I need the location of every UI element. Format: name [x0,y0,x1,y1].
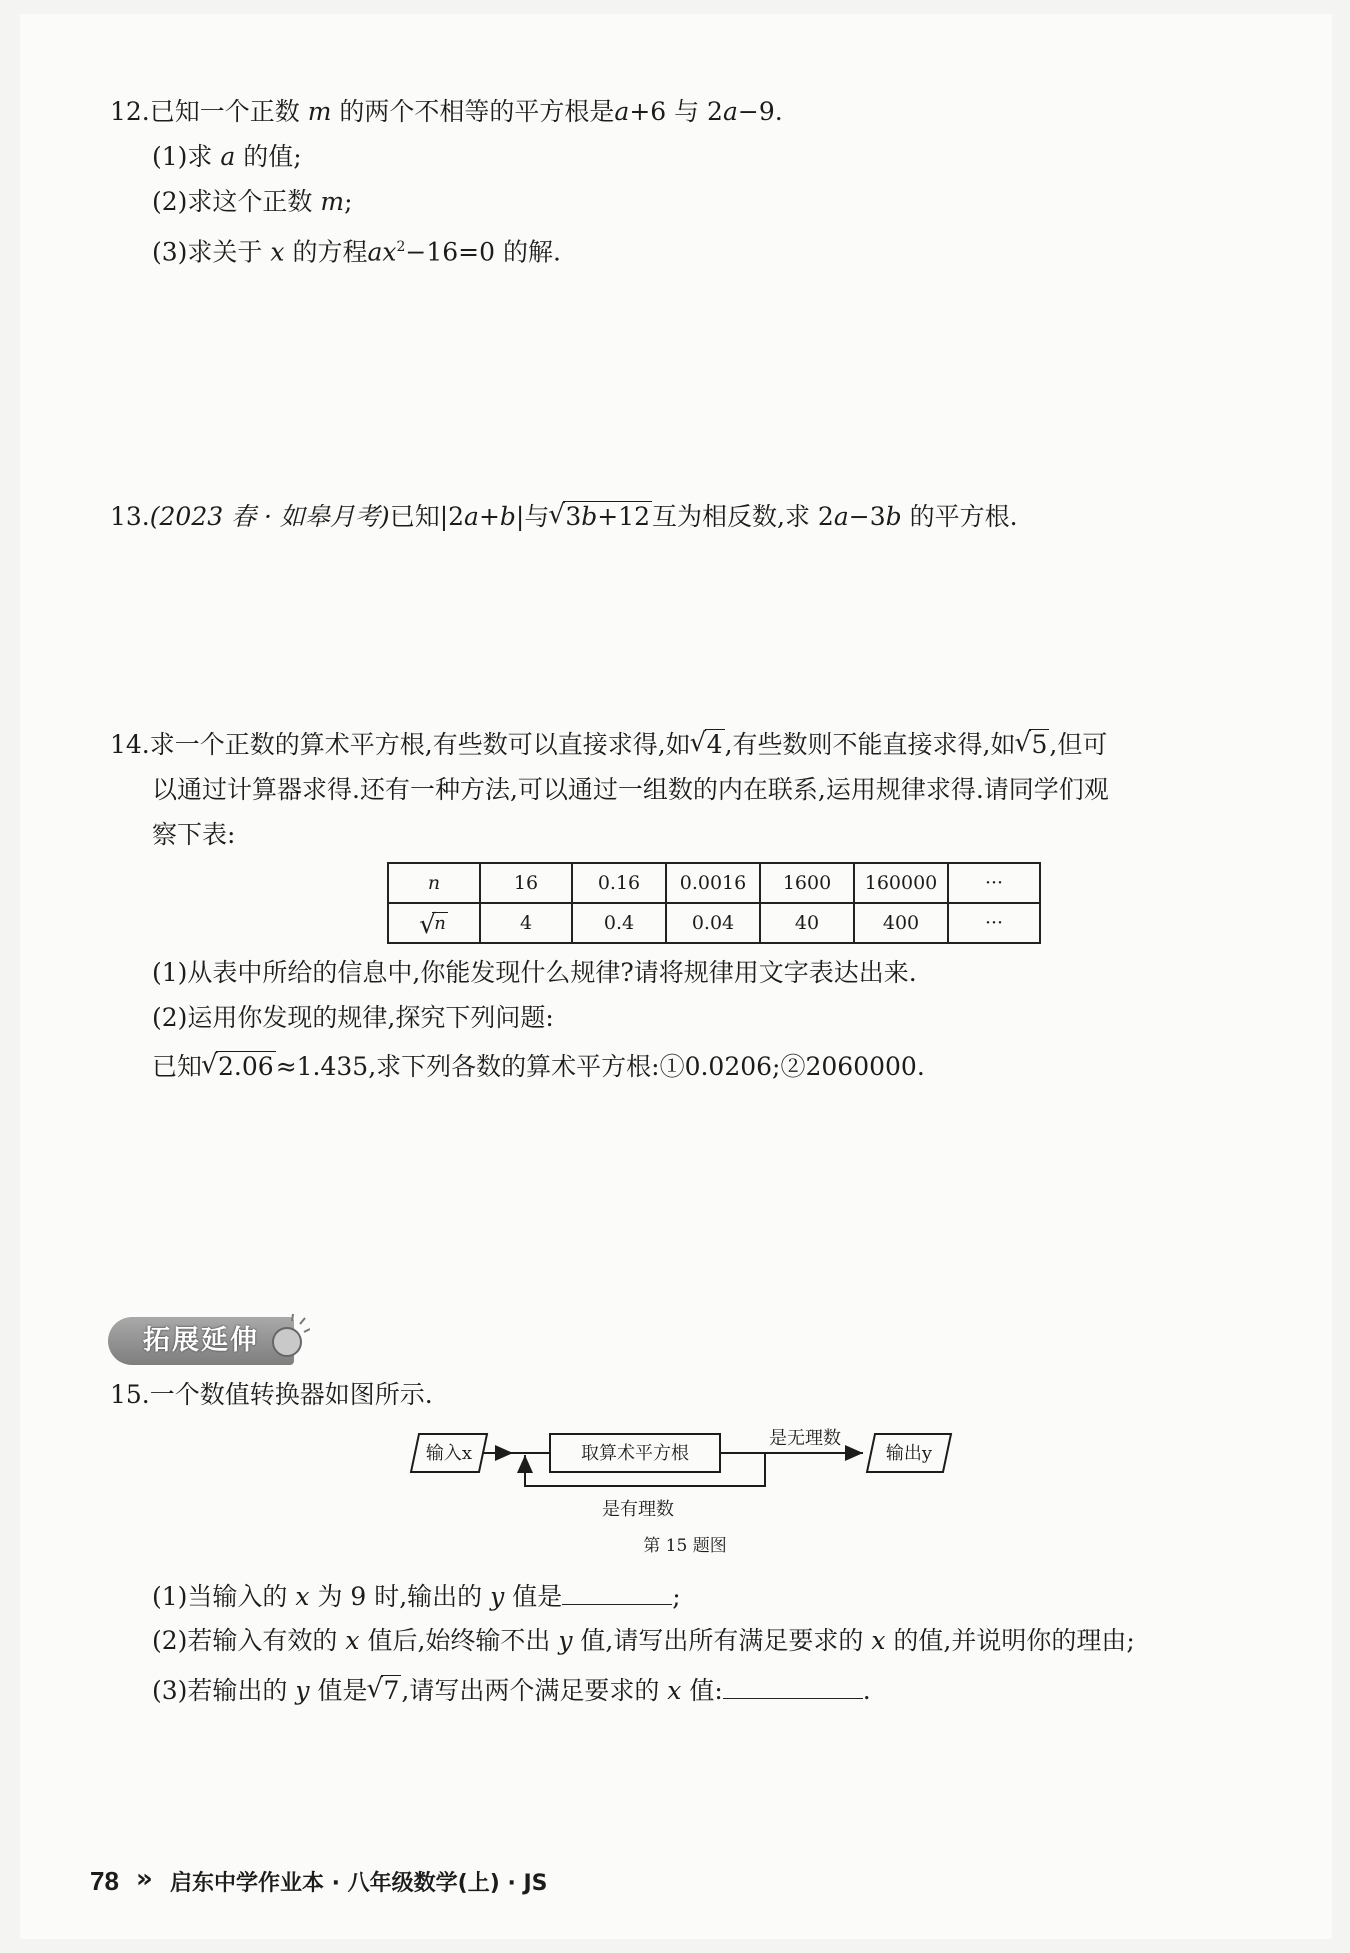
table-cell: 160000 [854,863,948,903]
q12-stem: 12.已知一个正数 m 的两个不相等的平方根是a+6 与 2a−9. [110,97,783,126]
section-banner: 拓展延伸 [108,1317,294,1365]
flow-irrational-label: 是无理数 [769,1428,841,1449]
q15-stem: 15.一个数值转换器如图所示. [110,1380,433,1409]
q14-part1: (1)从表中所给的信息中,你能发现什么规律?请将规律用文字表达出来. [152,958,917,987]
table-cell: ··· [948,903,1040,943]
table-cell: 1600 [760,863,854,903]
sqrt-table [387,862,1041,944]
q14-line1: 14.求一个正数的算术平方根,有些数可以直接求得,如√ 4,有些数则不能直接求得,如√ 5,但可 [110,728,1107,762]
table-head-n: n [388,863,480,903]
flow-input-label: 输入x [425,1443,473,1464]
lightbulb-icon [270,1312,310,1366]
q12-part3: (3)求关于 x 的方程$ax^2-16=0$ 的解. [152,237,561,267]
answer-blank-3[interactable] [723,1672,863,1699]
table-cell: 0.0016 [666,863,760,903]
table-cell: ··· [948,863,1040,903]
q13-sqrt: √ 3b+12 [549,500,652,534]
table-cell: 0.04 [666,903,760,943]
flow-output-label: 输出y [885,1443,933,1464]
page-number: 78 [90,1866,119,1896]
flow-caption: 第 15 题图 [643,1536,727,1555]
table-row [388,863,1040,903]
table-cell: 40 [760,903,854,943]
q14-part3: 已知√ 2.06≈1.435,求下列各数的算术平方根:①0.0206;②2060000. [152,1050,925,1084]
footer-title: 启东中学作业本 · 八年级数学(上) · JS [170,1871,548,1896]
table-row [388,903,1040,943]
q14-part2: (2)运用你发现的规律,探究下列问题: [152,1003,554,1032]
q14-line3: 察下表: [152,820,236,849]
q15-part1: (1)当输入的 x 为 9 时,输出的 y 值是 ; [152,1578,681,1614]
q12-part1: (1)求 a 的值; [152,142,302,171]
flow-process-label: 取算术平方根 [581,1443,689,1464]
table-head-sqrt-n: √ n [388,903,480,943]
flow-rational-label: 是有理数 [602,1499,674,1520]
table-cell: 400 [854,903,948,943]
q12-part2: (2)求这个正数 m; [152,187,353,216]
q13-stem: 13.(2023 春 · 如皋月考)已知|2a+b|与√ 3b+12互为相反数,求 2a−3b 的平方根. [110,500,1018,534]
table-cell: 4 [480,903,572,943]
table-cell: 0.4 [572,903,666,943]
q15-part2: (2)若输入有效的 x 值后,始终输不出 y 值,请写出所有满足要求的 x 的值,并说明你的理由; [152,1626,1135,1655]
q14-line2: 以通过计算器求得.还有一种方法,可以通过一组数的内在联系,运用规律求得.请同学们观 [152,775,1109,804]
flowchart [405,1415,965,1555]
chevron-icon: » [136,1864,153,1894]
table-cell: 16 [480,863,572,903]
table-cell: 0.16 [572,863,666,903]
answer-blank-1[interactable] [562,1578,672,1605]
q15-part3: (3)若输出的 y 值是√ 7,请写出两个满足要求的 x 值: . [152,1672,871,1708]
